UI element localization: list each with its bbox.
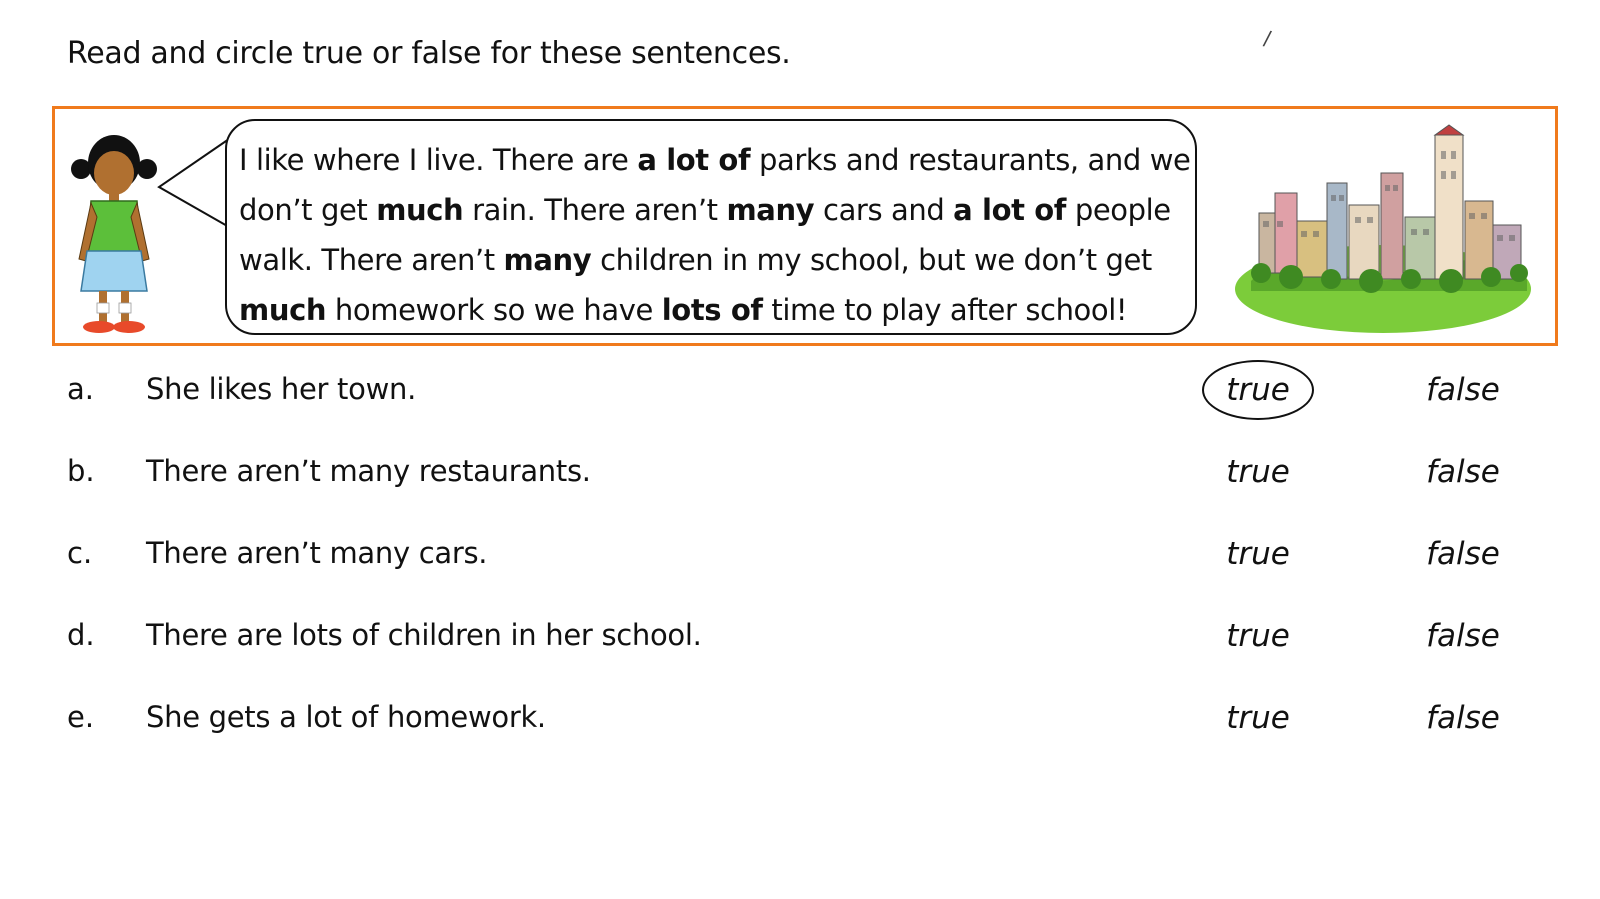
question-letter: d. (67, 618, 95, 652)
answer-true-option[interactable]: true (1208, 372, 1308, 408)
question-letter: e. (67, 700, 95, 734)
instruction-text: Read and circle true or false for these sentences. (67, 36, 791, 71)
question-text: She likes her town. (146, 372, 416, 406)
answer-true-option[interactable]: true (1226, 700, 1290, 736)
answer-false-option[interactable]: false (1426, 618, 1500, 654)
answer-false-option[interactable]: false (1426, 372, 1500, 408)
question-row-a (0, 362, 1600, 422)
reading-passage-frame (52, 106, 1558, 346)
question-text: There are lots of children in her school. (146, 618, 702, 652)
girl-illustration (69, 127, 159, 339)
city-skyline-illustration (1231, 121, 1541, 335)
speech-bubble-tail (157, 137, 231, 227)
question-text: She gets a lot of homework. (146, 700, 546, 734)
speech-line-3: walk. There aren’t many children in my school, but we don’t get (239, 243, 1152, 277)
question-text: There aren’t many cars. (146, 536, 488, 570)
answer-true-option[interactable]: true (1226, 454, 1290, 490)
stray-mark: / (1261, 25, 1273, 51)
question-letter: c. (67, 536, 93, 570)
answer-false-option[interactable]: false (1426, 700, 1500, 736)
question-text: There aren’t many restaurants. (146, 454, 591, 488)
speech-line-1: I like where I live. There are a lot of parks and restaurants, and we (239, 143, 1191, 177)
question-letter: a. (67, 372, 94, 406)
speech-bubble (225, 119, 1197, 335)
question-letter: b. (67, 454, 95, 488)
speech-line-2: don’t get much rain. There aren’t many cars and a lot of people (239, 193, 1171, 227)
speech-line-4: much homework so we have lots of time to play after school! (239, 293, 1128, 327)
question-row-c (0, 526, 1600, 586)
question-row-b (0, 444, 1600, 504)
question-row-e (0, 690, 1600, 750)
answer-false-option[interactable]: false (1426, 536, 1500, 572)
answer-true-option[interactable]: true (1226, 618, 1290, 654)
question-row-d (0, 608, 1600, 668)
answer-true-option[interactable]: true (1226, 536, 1290, 572)
answer-false-option[interactable]: false (1426, 454, 1500, 490)
